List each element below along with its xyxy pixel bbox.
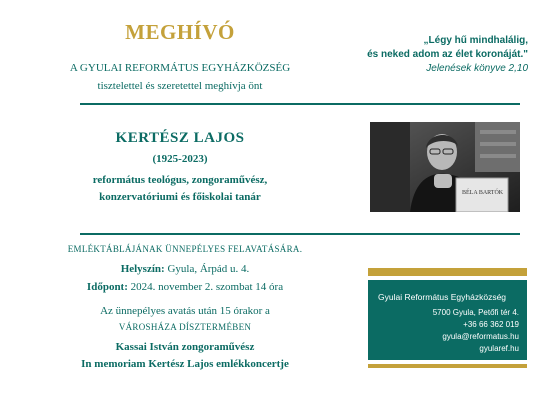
time-label: Időpont: <box>86 281 128 293</box>
bible-quote <box>352 34 528 76</box>
contact-card <box>368 280 527 360</box>
contact-address: 5700 Gyula, Petőfi tér 4. <box>432 308 519 317</box>
time-value: 2024. november 2. szombat 14 óra <box>130 281 284 293</box>
quote-line-1: „Légy hű mindhalálig, <box>423 35 528 46</box>
concert-title: In memoriam Kertész Lajos emlékkoncertje <box>81 358 289 370</box>
place-value: Gyula, Árpád u. 4. <box>167 263 250 275</box>
quote-reference: Jelenések könyve 2,10 <box>426 63 528 74</box>
contact-phone: +36 66 362 019 <box>463 320 519 329</box>
divider-top <box>80 103 520 105</box>
honoree-role-line-1: református teológus, zongoraművész, <box>92 174 268 186</box>
honoree-years: (1925-2023) <box>152 153 208 165</box>
invitation-title: MEGHÍVÓ <box>125 20 235 44</box>
honoree-role-line-2: konzervatóriumi és főiskolai tanár <box>99 191 261 203</box>
after-ceremony-note: Az ünnepélyes avatás után 15 órakor a <box>100 305 270 317</box>
performer-name: Kassai István zongoraművész <box>115 341 255 353</box>
concert-venue: VÁROSHÁZA DÍSZTERMÉBEN <box>118 322 252 332</box>
portrait-photo <box>370 122 520 212</box>
contact-email[interactable]: gyula@reformatus.hu <box>442 332 519 341</box>
place-label: Helyszín: <box>120 263 165 275</box>
event-place <box>60 263 310 275</box>
event-time <box>60 281 310 293</box>
gold-bar-top <box>368 268 527 276</box>
organization-name: A GYULAI REFORMÁTUS EGYHÁZKÖZSÉG <box>69 62 291 74</box>
divider-middle <box>80 233 520 235</box>
contact-website[interactable]: gyularef.hu <box>479 344 519 353</box>
gold-bar-bottom <box>368 364 527 368</box>
ceremony-title: EMLÉKTÁBLÁJÁNAK ÜNNEPÉLYES FELAVATÁSÁRA. <box>67 244 303 254</box>
portrait-illustration <box>370 122 520 212</box>
contact-title: Gyulai Református Egyházközség <box>378 292 507 302</box>
quote-line-2: és neked adom az élet koronáját." <box>367 49 528 60</box>
honoree-name: KERTÉSZ LAJOS <box>115 130 245 146</box>
invitation-line: tisztelettel és szeretettel meghívja önt <box>97 80 263 92</box>
book-cover-text: BÉLA BARTÓK <box>462 190 504 196</box>
